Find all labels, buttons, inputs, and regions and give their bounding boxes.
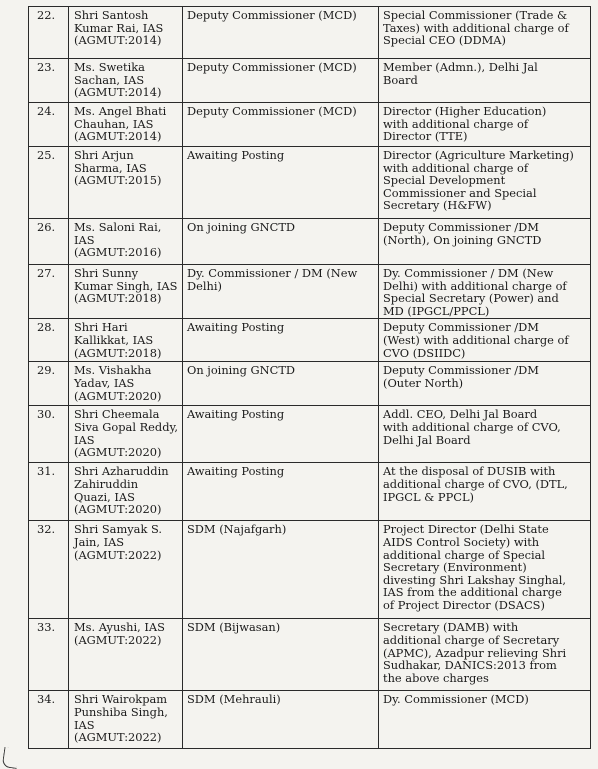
officer-name: Shri Cheemala Siva Gopal Reddy, IAS (AGMUT:2020) [69, 406, 183, 463]
table-row [29, 619, 591, 691]
officer-name: Shri Santosh Kumar Rai, IAS (AGMUT:2014) [69, 7, 183, 59]
new-posting: Dy. Commissioner / DM (New Delhi) with additional charge of Special Secretary (Power) and MD (IPGCL/PPCL) [379, 265, 591, 319]
officer-name: Ms. Vishakha Yadav, IAS (AGMUT:2020) [69, 362, 183, 406]
current-posting: Awaiting Posting [183, 147, 379, 219]
serial-number: 32. [29, 521, 69, 619]
current-posting: SDM (Bijwasan) [183, 619, 379, 691]
serial-number: 26. [29, 219, 69, 265]
current-posting: Awaiting Posting [183, 319, 379, 362]
officer-name: Shri Arjun Sharma, IAS (AGMUT:2015) [69, 147, 183, 219]
table-row [29, 521, 591, 619]
current-posting: On joining GNCTD [183, 362, 379, 406]
officer-name: Shri Wairokpam Punshiba Singh, IAS (AGMUT:2022) [69, 691, 183, 749]
serial-number: 34. [29, 691, 69, 749]
table-row [29, 59, 591, 103]
current-posting: Deputy Commissioner (MCD) [183, 59, 379, 103]
officer-name: Ms. Swetika Sachan, IAS (AGMUT:2014) [69, 59, 183, 103]
new-posting: Deputy Commissioner /DM (North), On joining GNCTD [379, 219, 591, 265]
table-row [29, 7, 591, 59]
new-posting: Member (Admn.), Delhi Jal Board [379, 59, 591, 103]
officer-name: Shri Azharuddin Zahiruddin Quazi, IAS (AGMUT:2020) [69, 463, 183, 521]
table-row [29, 406, 591, 463]
table-row [29, 691, 591, 749]
new-posting: Director (Agriculture Marketing) with additional charge of Special Development Commissioner and Special Secretary (H&FW) [379, 147, 591, 219]
new-posting: Secretary (DAMB) with additional charge of Secretary (APMC), Azadpur relieving Shri Sudhakar, DANICS:2013 from the above charges [379, 619, 591, 691]
new-posting: Deputy Commissioner /DM (Outer North) [379, 362, 591, 406]
new-posting: Addl. CEO, Delhi Jal Board with additional charge of CVO, Delhi Jal Board [379, 406, 591, 463]
current-posting: Awaiting Posting [183, 463, 379, 521]
new-posting: Director (Higher Education) with additional charge of Director (TTE) [379, 103, 591, 147]
table-row [29, 265, 591, 319]
serial-number: 33. [29, 619, 69, 691]
serial-number: 27. [29, 265, 69, 319]
current-posting: Dy. Commissioner / DM (New Delhi) [183, 265, 379, 319]
table-row [29, 219, 591, 265]
serial-number: 24. [29, 103, 69, 147]
serial-number: 30. [29, 406, 69, 463]
officer-name: Shri Samyak S. Jain, IAS (AGMUT:2022) [69, 521, 183, 619]
officer-name: Ms. Angel Bhati Chauhan, IAS (AGMUT:2014) [69, 103, 183, 147]
table-row [29, 319, 591, 362]
current-posting: SDM (Mehrauli) [183, 691, 379, 749]
new-posting: Deputy Commissioner /DM (West) with additional charge of CVO (DSIIDC) [379, 319, 591, 362]
new-posting: Dy. Commissioner (MCD) [379, 691, 591, 749]
current-posting: SDM (Najafgarh) [183, 521, 379, 619]
table-row [29, 103, 591, 147]
table-row [29, 362, 591, 406]
table-row [29, 147, 591, 219]
officer-name: Ms. Ayushi, IAS (AGMUT:2022) [69, 619, 183, 691]
serial-number: 25. [29, 147, 69, 219]
current-posting: On joining GNCTD [183, 219, 379, 265]
new-posting: Project Director (Delhi State AIDS Control Society) with additional charge of Special Secretary (Environment) divesting Shri Lakshay Singhal, IAS from the additional charge of Project Director (DSACS) [379, 521, 591, 619]
serial-number: 23. [29, 59, 69, 103]
signature-mark [2, 747, 20, 769]
officer-name: Ms. Saloni Rai, IAS (AGMUT:2016) [69, 219, 183, 265]
postings-table-wrapper [28, 6, 590, 749]
new-posting: At the disposal of DUSIB with additional charge of CVO, (DTL, IPGCL & PPCL) [379, 463, 591, 521]
table-row [29, 463, 591, 521]
serial-number: 22. [29, 7, 69, 59]
serial-number: 31. [29, 463, 69, 521]
officer-name: Shri Sunny Kumar Singh, IAS (AGMUT:2018) [69, 265, 183, 319]
postings-table [28, 6, 591, 749]
new-posting: Special Commissioner (Trade & Taxes) with additional charge of Special CEO (DDMA) [379, 7, 591, 59]
serial-number: 29. [29, 362, 69, 406]
current-posting: Deputy Commissioner (MCD) [183, 103, 379, 147]
current-posting: Awaiting Posting [183, 406, 379, 463]
serial-number: 28. [29, 319, 69, 362]
officer-name: Shri Hari Kallikkat, IAS (AGMUT:2018) [69, 319, 183, 362]
current-posting: Deputy Commissioner (MCD) [183, 7, 379, 59]
